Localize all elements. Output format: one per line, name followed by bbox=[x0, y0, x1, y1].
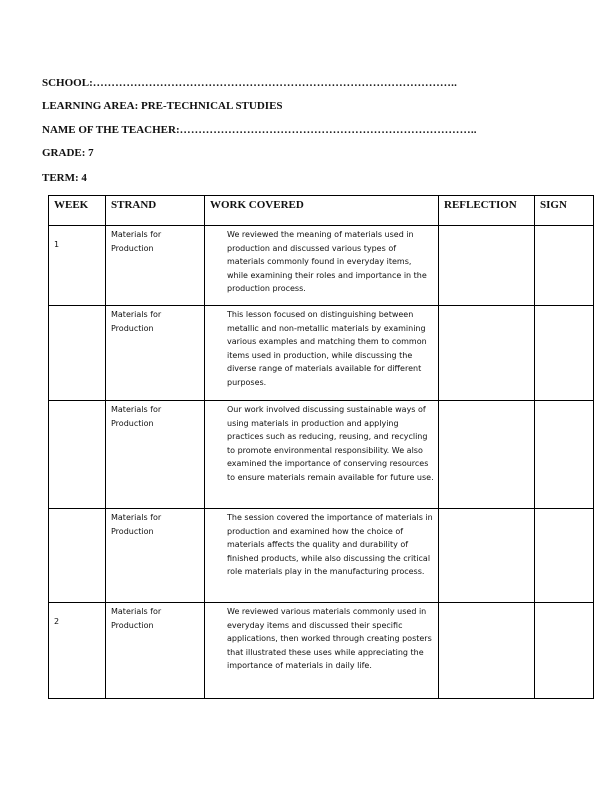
strand-cell: Materials for Production bbox=[106, 401, 205, 509]
col-work-covered: WORK COVERED bbox=[205, 196, 439, 226]
reflection-cell[interactable] bbox=[439, 603, 535, 699]
sign-cell[interactable] bbox=[535, 306, 594, 401]
week-cell bbox=[49, 306, 106, 401]
teacher-label: NAME OF THE TEACHER: bbox=[42, 124, 180, 136]
teacher-line bbox=[42, 124, 477, 136]
table-header-row bbox=[49, 196, 594, 226]
table-row bbox=[49, 603, 594, 699]
school-label: SCHOOL: bbox=[42, 77, 93, 89]
work-cell: This lesson focused on distinguishing between metallic and non-metallic materials by examining various examples and matching them to common items used in production, while discussing the diverse range of materials available for different purposes. bbox=[205, 306, 439, 401]
week-cell: 1 bbox=[49, 226, 106, 306]
col-strand: STRAND bbox=[106, 196, 205, 226]
reflection-cell[interactable] bbox=[439, 306, 535, 401]
work-cell: We reviewed various materials commonly used in everyday items and discussed their specific applications, then worked through creating posters that illustrated these uses while appreciating the importance of materials in daily life. bbox=[205, 603, 439, 699]
reflection-cell[interactable] bbox=[439, 401, 535, 509]
strand-cell: Materials for Production bbox=[106, 306, 205, 401]
work-cell: Our work involved discussing sustainable ways of using materials in production and applying practices such as reducing, reusing, and recycling to promote environmental responsibility. We also examined the importance of conserving resources to ensure materials remain available for future use. bbox=[205, 401, 439, 509]
table-row bbox=[49, 226, 594, 306]
sign-cell[interactable] bbox=[535, 603, 594, 699]
term: TERM: 4 bbox=[42, 172, 87, 184]
week-cell bbox=[49, 401, 106, 509]
sign-cell[interactable] bbox=[535, 509, 594, 603]
col-reflection: REFLECTION bbox=[439, 196, 535, 226]
col-sign: SIGN bbox=[535, 196, 594, 226]
teacher-blank: …………………………………………………………………….. bbox=[179, 124, 477, 136]
week-cell bbox=[49, 509, 106, 603]
week-cell: 2 bbox=[49, 603, 106, 699]
sign-cell[interactable] bbox=[535, 401, 594, 509]
sign-cell[interactable] bbox=[535, 226, 594, 306]
school-line bbox=[42, 77, 457, 89]
table-row bbox=[49, 401, 594, 509]
table-row bbox=[49, 509, 594, 603]
reflection-cell[interactable] bbox=[439, 509, 535, 603]
col-week: WEEK bbox=[49, 196, 106, 226]
table-row bbox=[49, 306, 594, 401]
work-record-table bbox=[48, 195, 594, 699]
grade: GRADE: 7 bbox=[42, 147, 94, 159]
learning-area: LEARNING AREA: PRE-TECHNICAL STUDIES bbox=[42, 100, 283, 112]
strand-cell: Materials for Production bbox=[106, 603, 205, 699]
strand-cell: Materials for Production bbox=[106, 509, 205, 603]
work-cell: The session covered the importance of materials in production and examined how the choice of materials affects the quality and durability of finished products, while also discussing the critical role materials play in the manufacturing process. bbox=[205, 509, 439, 603]
school-blank: …………………………………………………………………………………….. bbox=[92, 77, 458, 89]
strand-cell: Materials for Production bbox=[106, 226, 205, 306]
reflection-cell[interactable] bbox=[439, 226, 535, 306]
work-cell: We reviewed the meaning of materials used in production and discussed various types of materials commonly found in everyday items, while examining their roles and importance in the production process. bbox=[205, 226, 439, 306]
